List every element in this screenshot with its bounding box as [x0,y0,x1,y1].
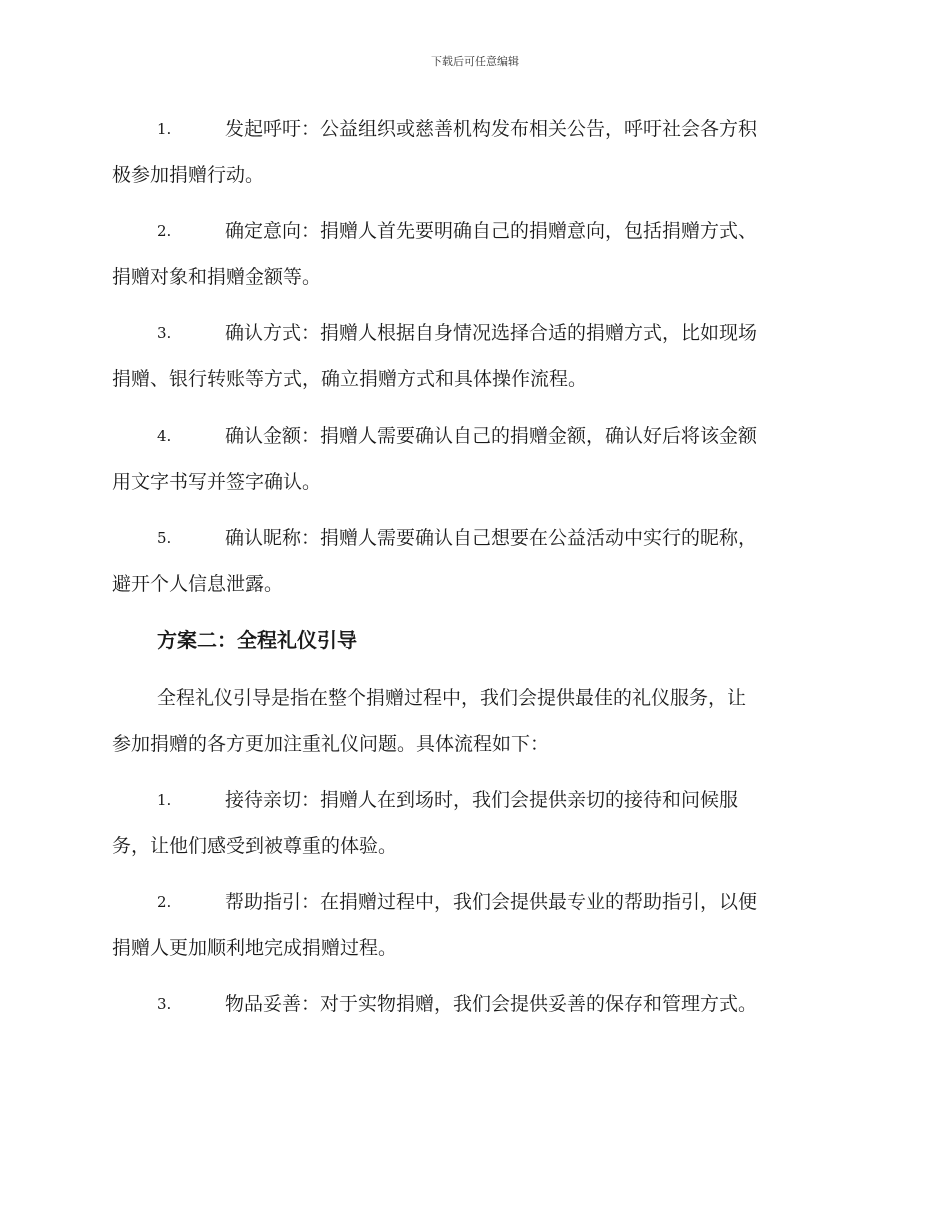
paragraph-text-continued: 参加捐赠的各方更加注重礼仪问题。具体流程如下： [112,733,550,755]
list-item-text: 确认方式：捐赠人根据自身情况选择合适的捐赠方式，比如现场 [225,322,758,344]
list-item [112,981,837,1027]
list-item-text: 确定意向：捐赠人首先要明确自己的捐赠意向，包括捐赠方式、 [225,220,758,242]
list-item-text-continued: 务，让他们感受到被尊重的体验。 [112,835,398,857]
list-item [112,413,837,505]
list-item-text-continued: 捐赠对象和捐赠金额等。 [112,266,322,288]
list-item-text: 物品妥善：对于实物捐赠，我们会提供妥善的保存和管理方式。 [225,993,758,1015]
list-item-number: 2. [157,222,172,240]
list-item-number: 5. [157,529,172,547]
list-item-text: 接待亲切：捐赠人在到场时，我们会提供亲切的接待和问候服 [225,789,739,811]
list-item [112,879,837,971]
list-item-text-continued: 极参加捐赠行动。 [112,164,265,186]
list-item [112,208,837,300]
list-item [112,515,837,607]
list-item-text: 帮助指引：在捐赠过程中，我们会提供最专业的帮助指引，以便 [225,891,758,913]
list-item-number: 3. [157,995,172,1013]
list-item-text-continued: 用文字书写并签字确认。 [112,471,322,493]
section-heading: 方案二：全程礼仪引导 [157,628,357,652]
list-item-number: 3. [157,324,172,342]
list-item-number: 2. [157,893,172,911]
list-item-text-continued: 捐赠人更加顺利地完成捐赠过程。 [112,937,398,959]
list-item-text: 确认金额：捐赠人需要确认自己的捐赠金额，确认好后将该金额 [225,425,758,447]
list-item-text: 确认昵称：捐赠人需要确认自己想要在公益活动中实行的昵称， [225,527,758,549]
page-header-note: 下载后可任意编辑 [431,55,519,68]
section-intro-paragraph [112,675,837,767]
list-item-text-continued: 避开个人信息泄露。 [112,573,284,595]
list-item-number: 1. [157,120,172,138]
list-item-text-continued: 捐赠、银行转账等方式，确立捐赠方式和具体操作流程。 [112,368,588,390]
list-item-number: 1. [157,791,172,809]
list-item [112,310,837,402]
list-item [112,777,837,869]
list-item [112,106,837,198]
list-item-number: 4. [157,427,172,445]
paragraph-text: 全程礼仪引导是指在整个捐赠过程中，我们会提供最佳的礼仪服务，让 [157,687,747,709]
list-item-text: 发起呼吁：公益组织或慈善机构发布相关公告，呼吁社会各方积 [225,118,758,140]
